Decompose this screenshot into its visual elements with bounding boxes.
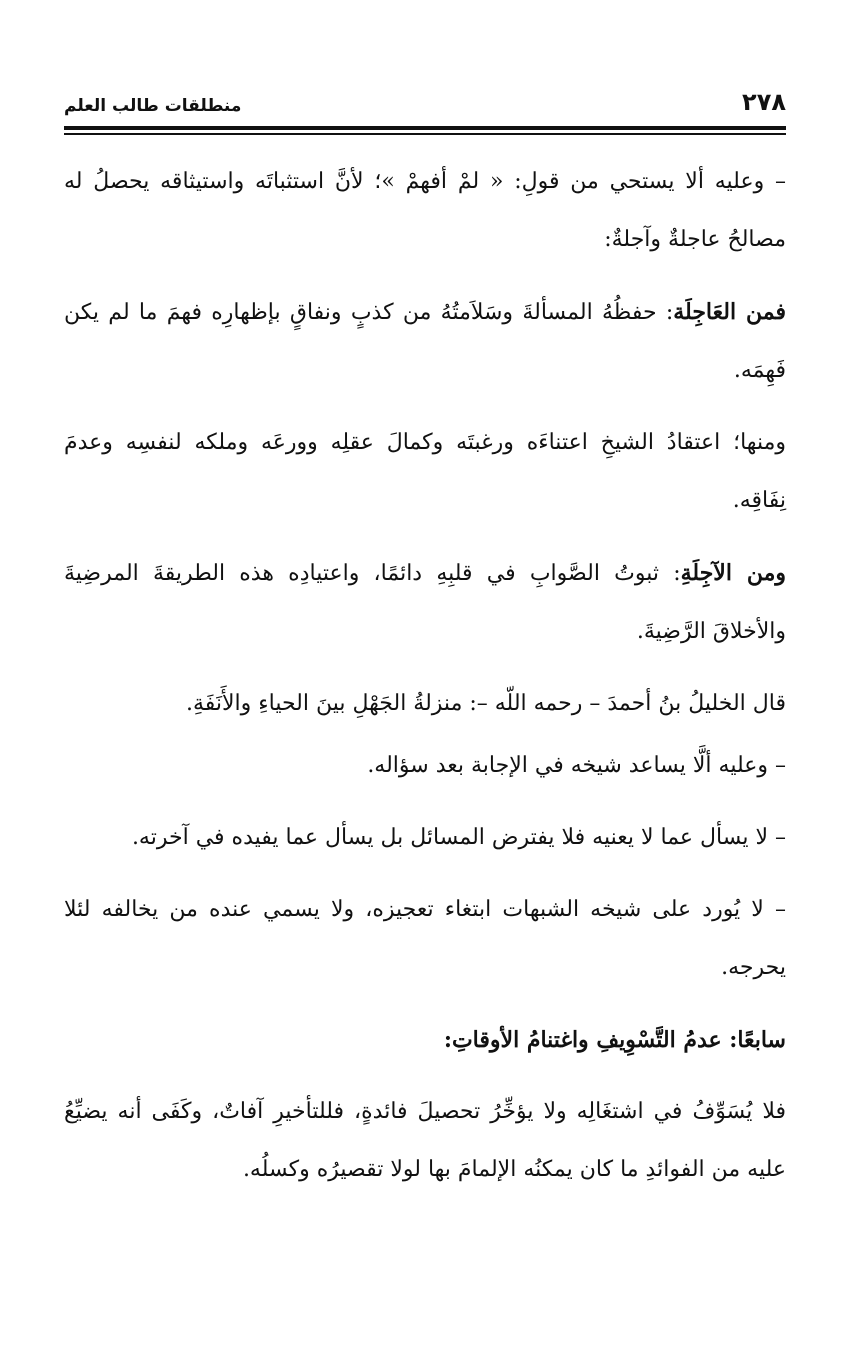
paragraph — [64, 153, 786, 269]
body-text — [64, 153, 786, 1199]
paragraph-lead: فمن العَاجِلَة — [673, 298, 786, 325]
book-page — [64, 60, 786, 1320]
paragraph-lead: ومن الآجِلَةِ — [680, 559, 787, 586]
paragraph — [64, 544, 786, 661]
paragraph — [64, 809, 786, 867]
paragraph-text: قال الخليلُ بنُ أحمدَ – رحمه اللّه –: منزلةُ الجَهْلِ بينَ الحياءِ والأَنَفَةِ. — [185, 690, 786, 716]
page-number: ٢٧٨ — [742, 88, 786, 116]
paragraph-text: : حفظُهُ المسألةَ وسَلاَمتُهُ من كذبٍ ونفاقٍ بإظهارِه فهمَ ما لم يكن فَهِمَه. — [64, 299, 786, 383]
paragraph-text: – وعليه ألا يستحي من قولِ: « لمْ أفهمْ »؛ لأنَّ استثباتَه واستيثاقه يحصلُ له مصالحُ عاجلةٌ وآجلةٌ: — [64, 168, 786, 252]
page-header — [64, 60, 786, 116]
paragraph — [64, 283, 786, 400]
quote-paragraph — [64, 675, 786, 733]
paragraph-text: فلا يُسَوِّفُ في اشتغَالِه ولا يؤخِّرُ تحصيلَ فائدةٍ، فللتأخيرِ آفاتٌ، وكَفَى أنه يضيِّعُ عليه من الفوائدِ ما كان يمكنُه الإلمامَ بها لولا تقصيرُه وكسلُه. — [64, 1098, 786, 1182]
paragraph-text: ومنها؛ اعتقادُ الشيخِ اعتناءَه ورغبتَه وكمالَ عقلِه وورعَه وملكه لنفسِه وعدمَ نِفَاقِه. — [64, 429, 786, 513]
paragraph — [64, 1083, 786, 1199]
paragraph-text: – وعليه ألَّا يساعد شيخه في الإجابة بعد سؤاله. — [367, 752, 786, 778]
paragraph — [64, 414, 786, 530]
paragraph — [64, 737, 786, 795]
paragraph-text: – لا يسأل عما لا يعنيه فلا يفترض المسائل بل يسأل عما يفيده في آخرته. — [131, 824, 786, 850]
paragraph-text: – لا يُورد على شيخه الشبهات ابتغاء تعجيزه، ولا يسمي عنده من يخالفه لئلا يحرجه. — [64, 896, 786, 980]
section-heading: سابعًا: عدمُ التَّسْوِيفِ واغتنامُ الأوقاتِ: — [443, 1026, 786, 1053]
paragraph-text: : ثبوتُ الصَّوابِ في قلبِهِ دائمًا، واعتيادِه هذه الطريقةَ المرضِيةَ والأخلاقَ الرَّضِيةَ. — [64, 560, 786, 644]
running-title: منطلقات طالب العلم — [64, 96, 242, 116]
header-rule-thick — [64, 126, 786, 130]
header-rule-thin — [64, 133, 786, 135]
paragraph — [64, 881, 786, 997]
